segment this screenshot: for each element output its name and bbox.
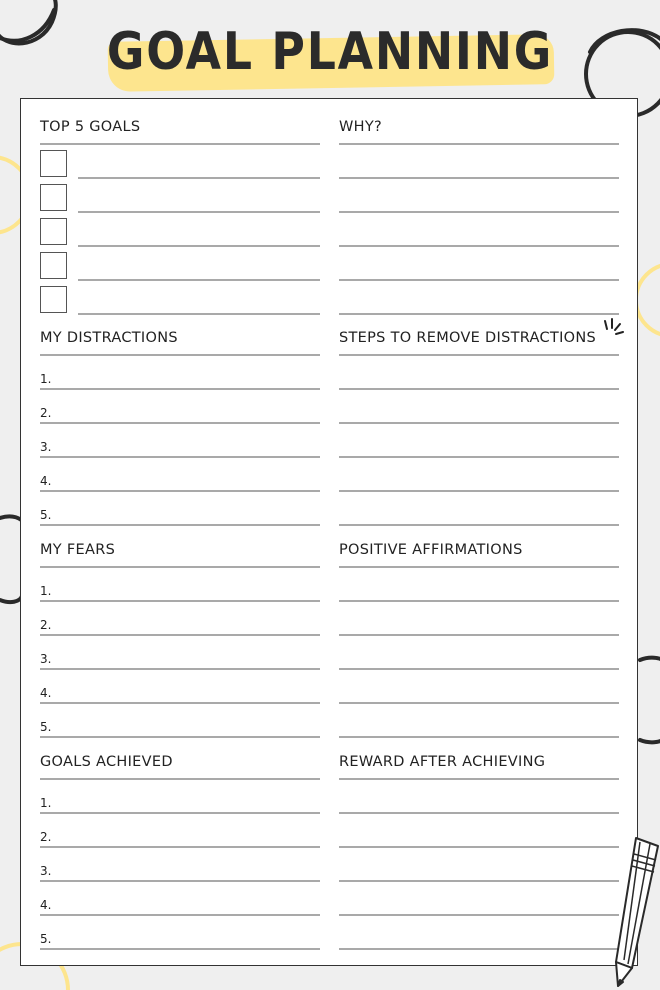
- remove-distractions-line-4[interactable]: [339, 490, 619, 492]
- affirmation-line-2[interactable]: [339, 634, 619, 636]
- achieved-number-4: 4.: [40, 898, 52, 912]
- goal-line-3[interactable]: [78, 245, 320, 247]
- goal-checkbox-5[interactable]: [40, 286, 67, 313]
- why-heading-line: [339, 143, 619, 145]
- fear-number-5: 5.: [40, 720, 52, 734]
- goal-line-2[interactable]: [78, 211, 320, 213]
- distractions-heading-line: [40, 354, 320, 356]
- fears-heading-line: [40, 566, 320, 568]
- why-heading: WHY?: [339, 119, 382, 135]
- pencil-icon: [606, 830, 660, 990]
- achieved-number-2: 2.: [40, 830, 52, 844]
- distractions-heading: MY DISTRACTIONS: [40, 330, 178, 346]
- reward-heading: REWARD AFTER ACHIEVING: [339, 754, 546, 770]
- fear-line-1[interactable]: [40, 600, 320, 602]
- distraction-line-5[interactable]: [40, 524, 320, 526]
- top-goals-heading: TOP 5 GOALS: [40, 119, 141, 135]
- goal-line-4[interactable]: [78, 279, 320, 281]
- title-area: [0, 10, 660, 90]
- distraction-number-4: 4.: [40, 474, 52, 488]
- affirmation-line-4[interactable]: [339, 702, 619, 704]
- achieved-line-3[interactable]: [40, 880, 320, 882]
- reward-line-2[interactable]: [339, 846, 619, 848]
- fear-number-3: 3.: [40, 652, 52, 666]
- reward-line-4[interactable]: [339, 914, 619, 916]
- affirmation-line-1[interactable]: [339, 600, 619, 602]
- achieved-heading: GOALS ACHIEVED: [40, 754, 173, 770]
- spark-icon: [601, 315, 625, 337]
- page-title: GOAL PLANNING: [106, 22, 554, 82]
- achieved-heading-line: [40, 778, 320, 780]
- why-line-3[interactable]: [339, 245, 619, 247]
- fear-line-2[interactable]: [40, 634, 320, 636]
- fear-line-5[interactable]: [40, 736, 320, 738]
- distraction-line-1[interactable]: [40, 388, 320, 390]
- remove-distractions-line-3[interactable]: [339, 456, 619, 458]
- achieved-line-1[interactable]: [40, 812, 320, 814]
- reward-line-3[interactable]: [339, 880, 619, 882]
- planner-sheet: [20, 98, 638, 966]
- fear-line-4[interactable]: [40, 702, 320, 704]
- achieved-line-4[interactable]: [40, 914, 320, 916]
- top-goals-heading-line: [40, 143, 320, 145]
- distraction-number-2: 2.: [40, 406, 52, 420]
- affirmation-line-3[interactable]: [339, 668, 619, 670]
- distraction-number-3: 3.: [40, 440, 52, 454]
- remove-distractions-line-2[interactable]: [339, 422, 619, 424]
- distraction-number-5: 5.: [40, 508, 52, 522]
- affirmations-heading: POSITIVE AFFIRMATIONS: [339, 542, 523, 558]
- remove-distractions-line-1[interactable]: [339, 388, 619, 390]
- remove-distractions-heading: STEPS TO REMOVE DISTRACTIONS: [339, 330, 597, 346]
- achieved-line-2[interactable]: [40, 846, 320, 848]
- achieved-number-3: 3.: [40, 864, 52, 878]
- fear-number-2: 2.: [40, 618, 52, 632]
- reward-line-1[interactable]: [339, 812, 619, 814]
- distraction-number-1: 1.: [40, 372, 52, 386]
- affirmation-line-5[interactable]: [339, 736, 619, 738]
- remove-distractions-line-5[interactable]: [339, 524, 619, 526]
- fear-number-1: 1.: [40, 584, 52, 598]
- distraction-line-3[interactable]: [40, 456, 320, 458]
- achieved-number-1: 1.: [40, 796, 52, 810]
- goal-line-1[interactable]: [78, 177, 320, 179]
- achieved-number-5: 5.: [40, 932, 52, 946]
- goal-checkbox-2[interactable]: [40, 184, 67, 211]
- distraction-line-4[interactable]: [40, 490, 320, 492]
- why-line-1[interactable]: [339, 177, 619, 179]
- distraction-line-2[interactable]: [40, 422, 320, 424]
- remove-distractions-heading-line: [339, 354, 619, 356]
- achieved-line-5[interactable]: [40, 948, 320, 950]
- fear-number-4: 4.: [40, 686, 52, 700]
- why-line-2[interactable]: [339, 211, 619, 213]
- goal-checkbox-1[interactable]: [40, 150, 67, 177]
- reward-heading-line: [339, 778, 619, 780]
- reward-line-5[interactable]: [339, 948, 619, 950]
- fear-line-3[interactable]: [40, 668, 320, 670]
- goal-checkbox-3[interactable]: [40, 218, 67, 245]
- fears-heading: MY FEARS: [40, 542, 116, 558]
- affirmations-heading-line: [339, 566, 619, 568]
- why-line-5[interactable]: [339, 313, 619, 315]
- goal-checkbox-4[interactable]: [40, 252, 67, 279]
- goal-line-5[interactable]: [78, 313, 320, 315]
- why-line-4[interactable]: [339, 279, 619, 281]
